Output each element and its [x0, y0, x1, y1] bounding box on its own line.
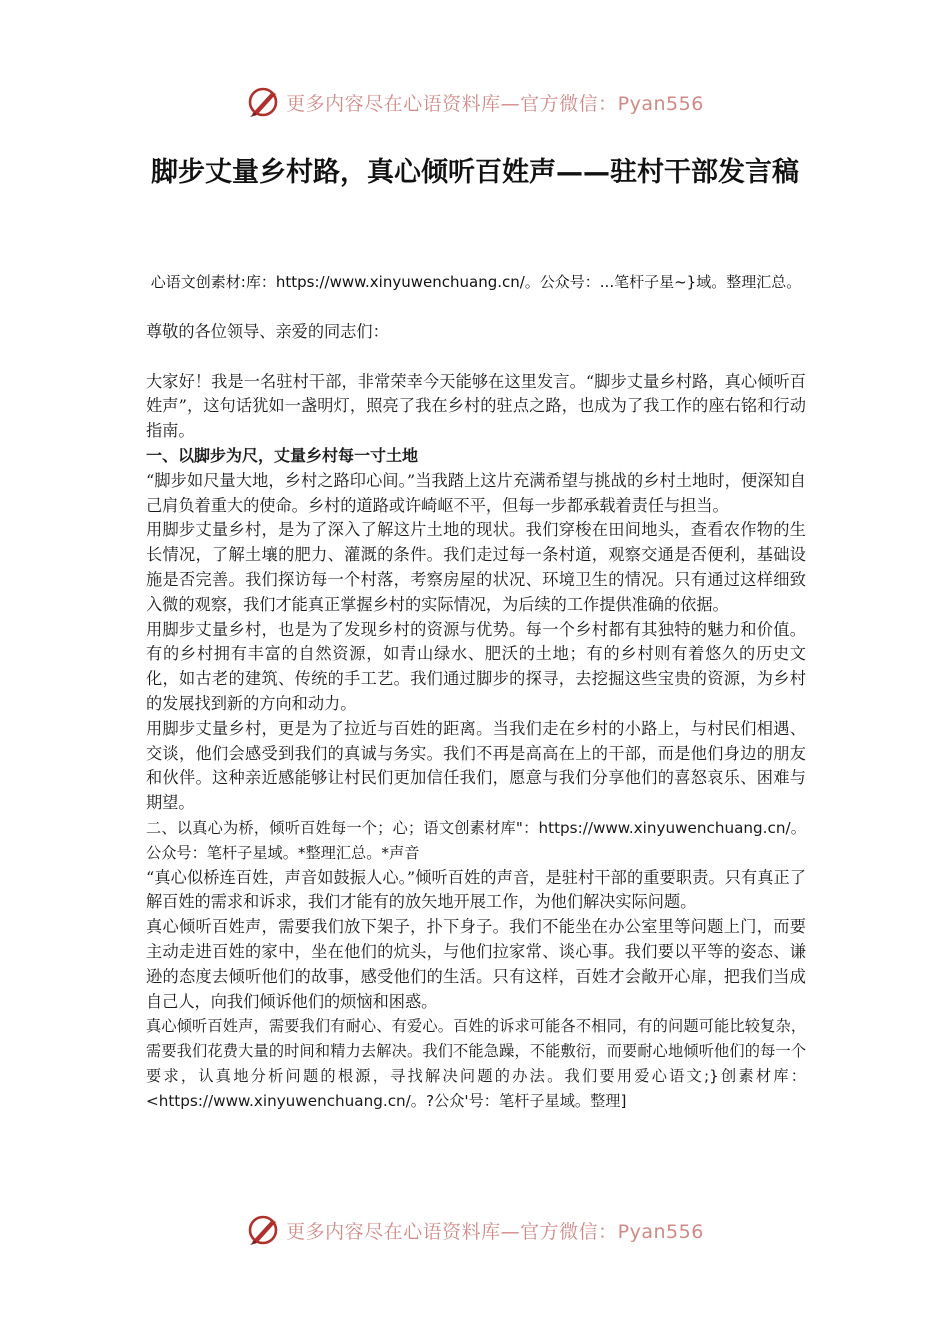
- paragraph: “真心似桥连百姓，声音如鼓振人心。”倾听百姓的声音，是驻村干部的重要职责。只有真正了解百姓的需求和诉求，我们才能有的放矢地开展工作，为他们解决实际问题。: [146, 867, 806, 912]
- paragraph: 真心倾听百姓声，需要我们放下架子，扑下身子。我们不能坐在办公室里等问题上门，而要主动走进百姓的家中，坐在他们的炕头，与他们拉家常、谈心事。我们要以平等的姿态、谦逊的态度去倾听他们的故事，感受他们的生活。只有这样，百姓才会敞开心扉，把我们当成自己人，向我们倾诉他们的烦恼和困惑。: [146, 917, 806, 1011]
- pen-brush-logo-icon: [246, 1212, 282, 1248]
- document-title: 脚步丈量乡村路，真心倾听百姓声——驻村干部发言稿: [151, 157, 799, 188]
- source-line: 心语文创素材:库：https://www.xinyuwenchuang.cn/。公众号：...笔杆子星~}域。整理汇总。: [150, 273, 802, 291]
- salutation: 尊敬的各位领导、亲爱的同志们：: [146, 322, 389, 341]
- paragraph: 用脚步丈量乡村，也是为了发现乡村的资源与优势。每一个乡村都有其独特的魅力和价值。有的乡村拥有丰富的自然资源，如青山绿水、肥沃的土地；有的乡村则有着悠久的历史文化，如古老的建筑、传统的手工艺。我们通过脚步的探寻，去挖掘这些宝贵的资源，为乡村的发展找到新的方向和动力。: [146, 619, 806, 713]
- section-heading: 二、以真心为桥，倾听百姓每一个；心；语文创素材库"：https://www.xinyuwenchuang.cn/。公众号：笔杆子星域。*整理汇总。*声音: [146, 818, 806, 862]
- paragraph: “脚步如尺量大地，乡村之路印心间。”当我踏上这片充满希望与挑战的乡村土地时，便深知自己肩负着重大的使命。乡村的道路或许崎岖不平，但每一步都承载着责任与担当。: [146, 470, 806, 515]
- section-heading: 一、以脚步为尺，丈量乡村每一寸土地: [146, 445, 419, 465]
- pen-brush-logo-icon: [246, 84, 282, 120]
- paragraph: 真心倾听百姓声，需要我们有耐心、有爱心。百姓的诉求可能各不相同，有的问题可能比较复杂，需要我们花费大量的时间和精力去解决。我们不能急躁，不能敷衍，而要耐心地倾听他们的每一个要求，认真地分析问题的根源，寻找解决问题的办法。我们要用爱心语文;}创素材库：<https://www.xinyuwenchuang.cn/。?公众'号：笔杆子星域。整理]: [146, 1017, 806, 1110]
- header-watermark-banner: [0, 80, 950, 124]
- document-body: [146, 320, 806, 1114]
- banner-text: 更多内容尽在心语资料库—官方微信：Pyan556: [286, 92, 704, 115]
- banner-text: 更多内容尽在心语资料库—官方微信：Pyan556: [286, 1220, 704, 1243]
- paragraph: 大家好！我是一名驻村干部，非常荣幸今天能够在这里发言。“脚步丈量乡村路，真心倾听百姓声”，这句话犹如一盏明灯，照亮了我在乡村的驻点之路，也成为了我工作的座右铭和行动指南。: [146, 371, 806, 441]
- footer-watermark-banner: [0, 1208, 950, 1252]
- blank-line: [146, 345, 806, 370]
- paragraph: 用脚步丈量乡村，是为了深入了解这片土地的现状。我们穿梭在田间地头，查看农作物的生长情况，了解土壤的肥力、灌溉的条件。我们走过每一条村道，观察交通是否便利，基础设施是否完善。我们探访每一个村落，考察房屋的状况、环境卫生的情况。只有通过这样细致入微的观察，我们才能真正掌握乡村的实际情况，为后续的工作提供准确的依据。: [146, 520, 806, 614]
- paragraph: 用脚步丈量乡村，更是为了拉近与百姓的距离。当我们走在乡村的小路上，与村民们相遇、交谈，他们会感受到我们的真诚与务实。我们不再是高高在上的干部，而是他们身边的朋友和伙伴。这种亲近感能够让村民们更加信任我们，愿意与我们分享他们的喜怒哀乐、困难与期望。: [146, 718, 806, 813]
